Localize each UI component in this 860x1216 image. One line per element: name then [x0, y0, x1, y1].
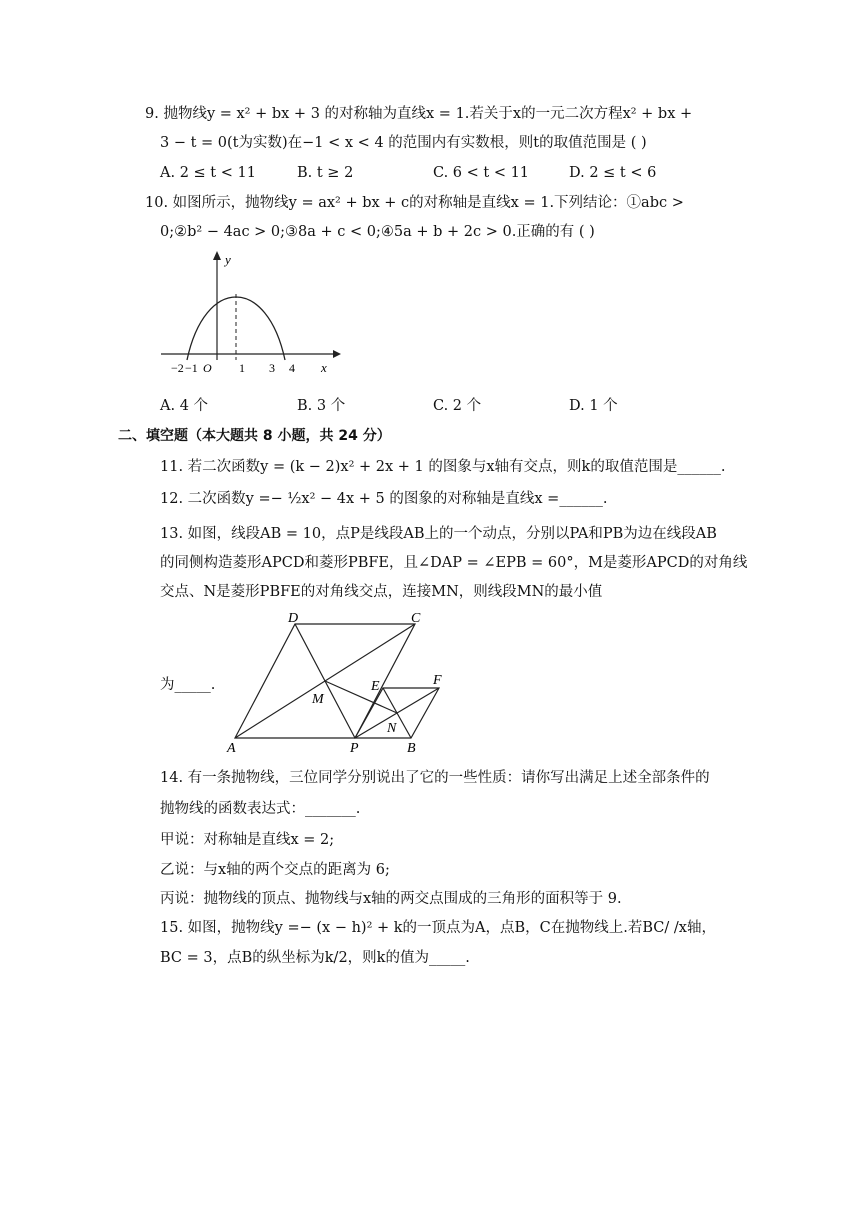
tick-label-4: 4	[289, 361, 295, 375]
tick-label-1: 1	[239, 361, 245, 375]
tick-label-3: 3	[269, 361, 275, 375]
q10-line2: 0;②b² − 4ac > 0;③8a + c < 0;④5a + b + 2c > 0.正确的有 ( )	[160, 224, 595, 240]
y-axis-label: y	[225, 252, 231, 267]
q9-option-d: D. 2 ≤ t < 6	[569, 165, 657, 181]
q10-option-c: C. 2 个	[433, 398, 482, 414]
q14-line3: 甲说：对称轴是直线x = 2;	[160, 832, 335, 848]
label-a: A	[227, 741, 236, 756]
q15-line2: BC = 3，点B的纵坐标为k/2，则k的值为_____.	[160, 950, 470, 966]
q14-line5: 丙说：抛物线的顶点、抛物线与x轴的两交点围成的三角形的面积等于 9.	[160, 891, 622, 907]
q14-line1: 14. 有一条抛物线，三位同学分别说出了它的一些性质：请你写出满足上述全部条件的	[160, 770, 710, 786]
q12-line1: 12. 二次函数y =− ½x² − 4x + 5 的图象的对称轴是直线x =______.	[160, 491, 608, 507]
label-c: C	[411, 611, 421, 626]
q13-line4: 为_____.	[160, 677, 216, 693]
label-m: M	[312, 692, 324, 707]
q14-line2: 抛物线的函数表达式：_______.	[160, 801, 361, 817]
q11-line1: 11. 若二次函数y = (k − 2)x² + 2x + 1 的图象与x轴有交点，则k的取值范围是______.	[160, 459, 726, 475]
tick-label-neg1: −1	[185, 361, 198, 375]
q9-option-c: C. 6 < t < 11	[433, 165, 530, 181]
q13-line3: 交点、N是菱形PBFE的对角线交点，连接MN，则线段MN的最小值	[160, 584, 603, 600]
q9-option-b: B. t ≥ 2	[297, 165, 354, 181]
q9-option-a: A. 2 ≤ t < 11	[160, 165, 256, 181]
label-b: B	[407, 741, 416, 756]
label-d: D	[288, 611, 299, 626]
x-axis-arrow-icon	[333, 350, 341, 358]
q13-line2: 的同侧构造菱形APCD和菱形PBFE，且∠DAP = ∠EPB = 60°，M是菱形APCD的对角线	[160, 555, 748, 571]
label-p: P	[350, 741, 359, 756]
q14-line4: 乙说：与x轴的两个交点的距离为 6;	[160, 862, 390, 878]
label-f: F	[433, 673, 442, 688]
q10-option-b: B. 3 个	[297, 398, 346, 414]
section-title: 二、填空题（本大题共 8 小题，共 24 分）	[118, 428, 391, 444]
origin-label: O	[203, 361, 212, 375]
q10-parabola-graph	[155, 248, 345, 380]
q10-line1: 10. 如图所示，抛物线y = ax² + bx + c的对称轴是直线x = 1.下列结论：①abc >	[145, 195, 684, 211]
y-axis-arrow-icon	[213, 251, 221, 260]
q9-line2: 3 − t = 0(t为实数)在−1 < x < 4 的范围内有实数根，则t的取值范围是 ( )	[160, 135, 647, 151]
q13-line1: 13. 如图，线段AB = 10，点P是线段AB上的一个动点，分别以PA和PB为边在线段AB	[160, 526, 717, 542]
q10-option-d: D. 1 个	[569, 398, 618, 414]
q15-line1: 15. 如图，抛物线y =− (x − h)² + k的一顶点为A，点B，C在抛物线上.若BC/ /x轴，	[160, 920, 716, 936]
q10-option-a: A. 4 个	[160, 398, 209, 414]
x-axis-label: x	[321, 360, 327, 375]
segment-mn	[325, 681, 397, 713]
q13-rhombus-figure	[225, 606, 455, 756]
tick-label-neg2: −2	[171, 361, 184, 375]
label-n: N	[387, 721, 397, 736]
q9-line1: 9. 抛物线y = x² + bx + 3 的对称轴为直线x = 1.若关于x的一元二次方程x² + bx +	[145, 106, 693, 122]
label-e: E	[371, 679, 380, 694]
